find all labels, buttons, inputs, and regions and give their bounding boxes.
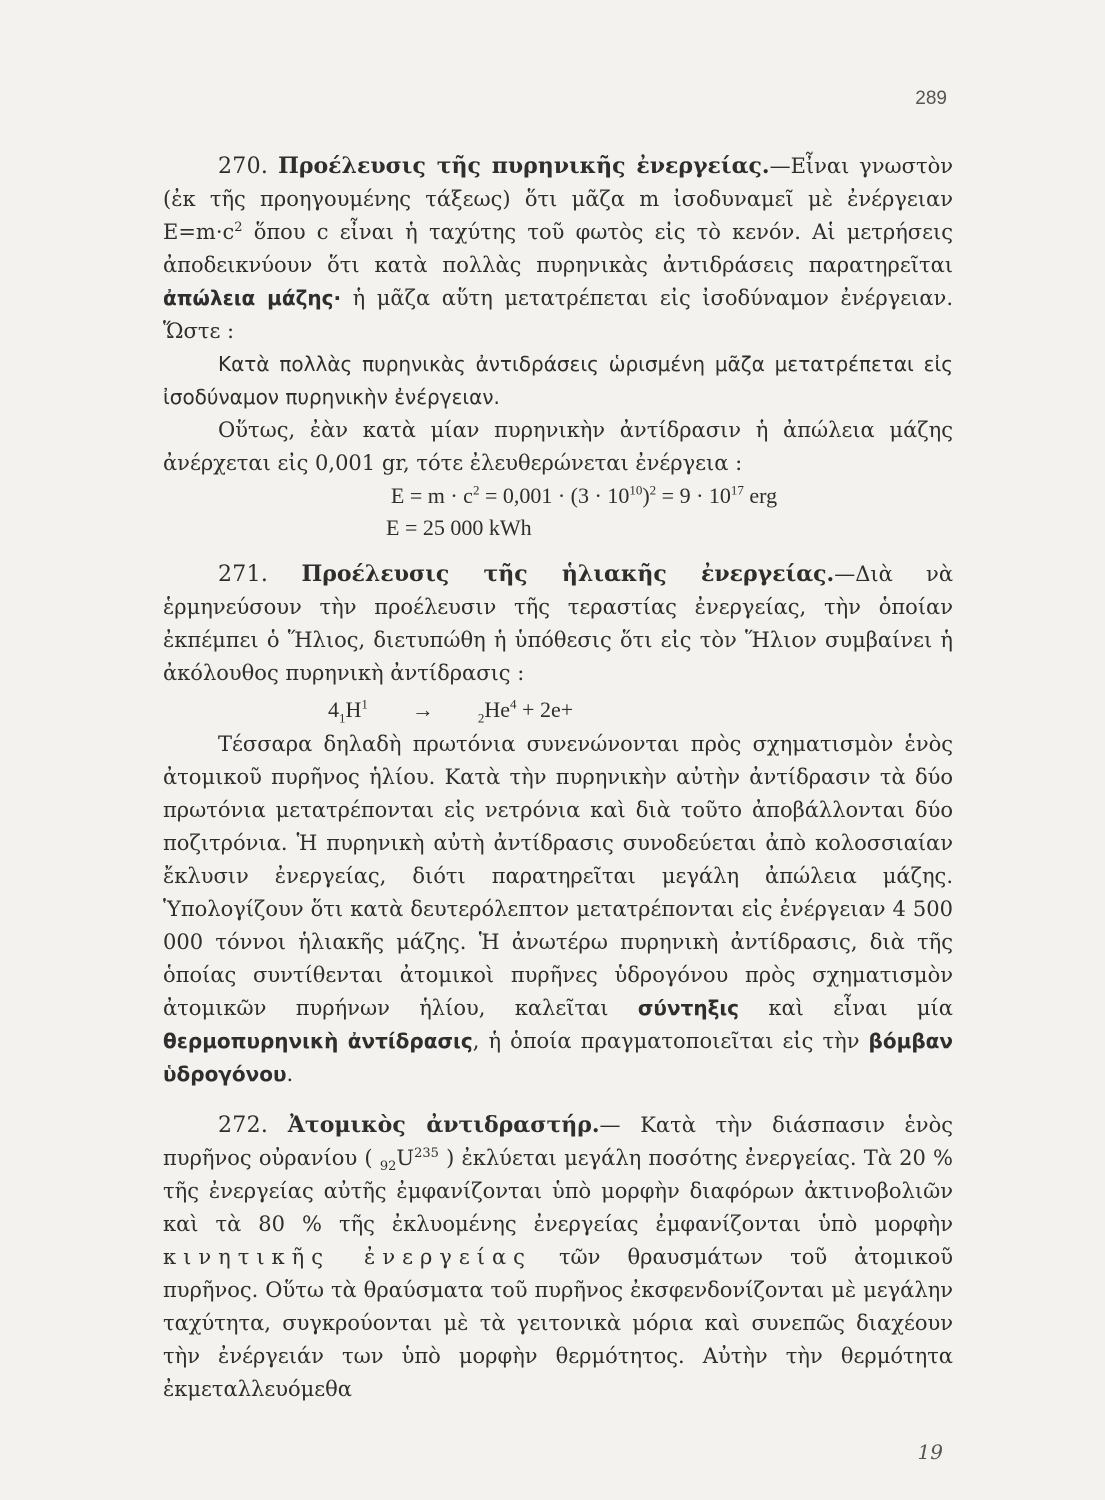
eq-part: erg [743,483,778,508]
bold-term-fusion: σύντηξις [637,996,740,1020]
text-run: ) ἐκλύεται μεγάλη ποσότης ἐνεργείας. Τὰ 20 % τῆς ἐνεργείας αὐτῆς ἐμφανίζονται ὑπὸ μορφὴν διαφόρων ἀκτινοβολιῶν καὶ τὰ 80 % τῆς ἐκλυομένης ἐνεργείας ἐμφανίζονται ὑπὸ μορφὴν [163,1146,954,1236]
eq-part: ) [642,483,650,508]
eq-part: He [484,697,511,722]
eq-part: 4 [328,697,339,722]
text-run: , ἡ ὁποία πραγματοποιεῖται εἰς τὴν [472,1029,869,1053]
superscript: 2 [234,220,243,235]
text-run: ὅπου c εἶναι ἡ ταχύτης τοῦ φωτὸς εἰς τὸ κενόν. Αἱ μετρήσεις ἀποδεικνύουν ὅτι κατὰ πολλὰς πυρηνικὰς ἀντιδράσεις παρατηρεῖται [163,220,953,277]
section-270-title: Προέλευσις τῆς πυρηνικῆς ἐνεργείας. [278,153,770,179]
section-272-paragraph-1 [163,1109,953,1406]
eq-part: U [396,1146,415,1170]
arrow-icon: → [411,697,434,722]
eq-sup: 4 [510,696,517,712]
eq-sup: 10 [629,482,643,498]
section-270-statement: Κατὰ πολλὰς πυρηνικὰς ἀντιδράσεις ὡρισμένη μᾶζα μετατρέπεται εἰς ἰσοδύναμον πυρηνικὴν ἐνέργειαν. [163,352,953,409]
text-run: —Διὰ νὰ ἑρμηνεύσουν τὴν προέλευσιν τῆς τεραστίας ἐνεργείας, τὴν ὁποίαν ἐκπέμπει ὁ Ἥλιος, διετυπώθη ἡ ὑπόθεσις ὅτι εἰς τὸν Ἥλιον συμβαίνει ἡ ἀκόλουθος πυρηνικὴ ἀντίδρασις : [163,562,954,685]
section-270-paragraph-1 [163,150,953,348]
spaced-term-kinetic-energy: κινητικῆς ἐνεργείας [163,1245,532,1269]
section-271-paragraph-1 [163,558,953,690]
text-run: —Εἶναι γνωστὸν (ἐκ τῆς προηγουμένης τάξεως) ὅτι μᾶζα m ἰσοδυναμεῖ μὲ ἐνέργειαν E=m·c [163,154,953,244]
text-run: — Κατὰ τὴν διάσπασιν ἑνὸς πυρῆνος οὐρανίου ( [163,1113,953,1170]
text-run: καὶ εἶναι μία [739,996,953,1020]
page-content [163,150,953,1406]
eq-part: H [345,697,362,722]
eq-sub: 1 [339,710,346,726]
section-270-paragraph-3: Οὕτως, ἐὰν κατὰ μίαν πυρηνικὴν ἀντίδρασιν ἡ ἀπώλεια μάζης ἀνέρχεται εἰς 0,001 gr, τότε ἐλευθερώνεται ἐνέργεια : [163,418,953,475]
printer-signature: 19 [917,1440,943,1464]
text-run: τῶν θραυσμάτων τοῦ ἀτομικοῦ πυρῆνος. Οὕτω τὰ θραύσματα τοῦ πυρῆνος ἐκσφενδονίζονται μὲ μεγάλην ταχύτητα, συγκρούονται μὲ τὰ γειτονικὰ μόρια καὶ συνεπῶς διαχέουν τὴν ἐνέργειάν των ὑπὸ μορφὴν θερμότητος. Αὐτὴν τὴν θερμότητα ἐκμεταλλευόμεθα [163,1245,953,1401]
eq-sup: 1 [361,696,368,712]
eq-sub: 92 [379,1159,397,1175]
bold-term-mass-loss: ἀπώλεια μάζης· [163,286,342,310]
eq-sup: 235 [414,1146,439,1161]
section-271-number: 271. [218,562,269,587]
page-number: 289 [915,88,947,109]
eq-sup: 2 [649,482,657,498]
eq-sup: 2 [472,482,480,498]
section-272-number: 272. [218,1113,269,1138]
text-run: . [286,1062,294,1086]
section-271-title: Προέλευσις τῆς ἡλιακῆς ἐνεργείας. [301,561,835,587]
eq-part: E = m · c [390,483,473,508]
eq-sup: 17 [730,482,744,498]
text-run: Τέσσαρα δηλαδὴ πρωτόνια συνενώνονται πρὸς σχηματισμὸν ἑνὸς ἀτομικοῦ πυρῆνος ἡλίου. Κατὰ τὴν πυρηνικὴν αὐτὴν ἀντίδρασιν τὰ δύο πρωτόνια μετατρέπονται εἰς νετρόνια καὶ διὰ τοῦτο ἀποβάλλονται δύο ποζιτρόνια. Ἡ πυρηνικὴ αὐτὴ ἀντίδρασις συνοδεύεται ἀπὸ κολοσσιαίαν ἔκλυσιν ἐνεργείας, διότι παρατηρεῖται μεγάλη ἀπώλεια μάζης. Ὑπολογίζουν ὅτι κατὰ δευτερόλεπτον μετατρέπονται εἰς ἐνέργειαν 4 500 000 τόννοι ἡλιακῆς μάζης. Ἡ ἀνωτέρω πυρηνικὴ ἀντίδρασις, διὰ τῆς ὁποίας συντίθενται ἀτομικοὶ πυρῆνες ὑδρογόνου πρὸς σχηματισμὸν ἀτομικῶν πυρήνων ἡλίου, καλεῖται [163,732,953,1020]
eq-sub: 2 [477,710,485,726]
reaction-fusion [163,694,953,726]
bold-term-hydrogen-bomb: βόμβαν ὑδρογόνου [163,1029,953,1086]
text-run: ἡ μᾶζα αὕτη μετατρέπεται εἰς ἰσοδύναμον ἐνέργειαν. Ὥστε : [163,286,953,343]
bold-term-thermonuclear: θερμοπυρηνικὴ ἀντίδρασις [163,1029,473,1053]
eq-part: = 9 · 10 [656,483,731,508]
section-271-paragraph-2 [163,728,953,1091]
eq-part: + 2e+ [516,697,574,722]
section-270-number: 270. [218,154,269,179]
section-272-title: Ἀτομικὸς ἀντιδραστήρ. [287,1112,600,1138]
equation-kwh: E = 25 000 kWh [386,515,532,540]
equation-energy [163,480,953,512]
eq-part: = 0,001 · (3 · 10 [479,483,630,508]
